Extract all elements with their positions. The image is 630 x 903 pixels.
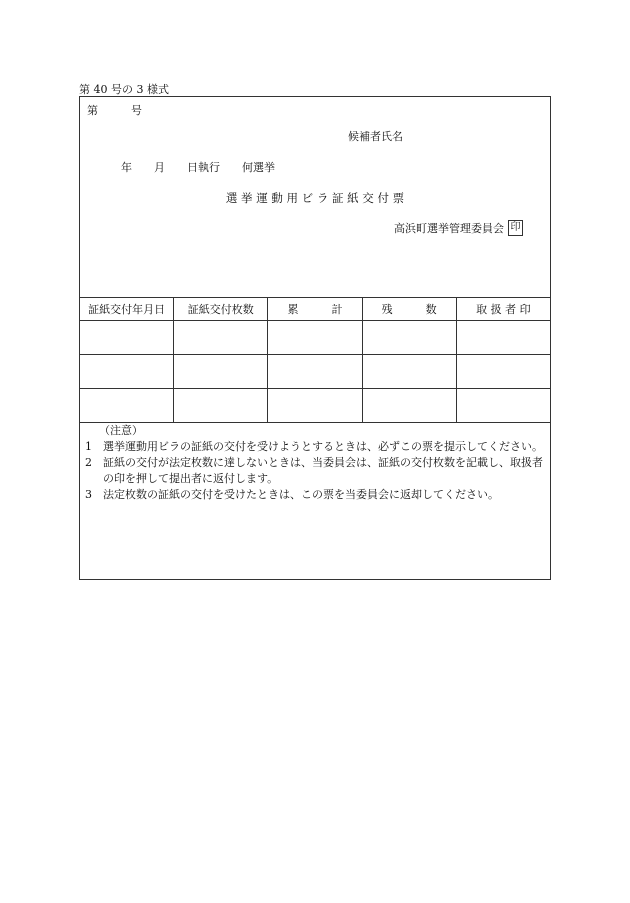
- table-cell: [268, 321, 362, 355]
- note-text: 証紙の交付が法定枚数に達しないときは、当委員会は、証紙の交付枚数を記載し、取扱者の印を押して提出者に返付します。: [103, 456, 543, 485]
- note-item: [85, 439, 545, 455]
- header-issue-date: 証紙交付年月日: [80, 298, 174, 321]
- notes-section: [85, 423, 545, 503]
- header-cumulative: 累 計: [268, 298, 362, 321]
- table-cell: [268, 355, 362, 389]
- issuer-name: 高浜町選挙管理委員会: [394, 222, 504, 235]
- table-row: [80, 321, 551, 355]
- header-handler-seal: 取 扱 者 印: [456, 298, 550, 321]
- note-item: [85, 487, 545, 503]
- table-cell: [174, 355, 268, 389]
- table-header-row: [80, 298, 551, 321]
- table-cell: [80, 389, 174, 423]
- table-cell: [362, 389, 456, 423]
- notes-title: （注意）: [99, 424, 143, 437]
- note-item: [85, 455, 545, 487]
- table-cell: [456, 355, 550, 389]
- table-cell: [456, 321, 550, 355]
- election-date-line: 年 月 日執行 何選挙: [121, 161, 275, 174]
- certificate-number: 第 号: [87, 104, 142, 117]
- form-title: 選 挙 運 動 用 ビ ラ 証 紙 交 付 票: [225, 191, 405, 205]
- header-issue-count: 証紙交付枚数: [174, 298, 268, 321]
- table-cell: [268, 389, 362, 423]
- table-cell: [174, 321, 268, 355]
- note-number: 2: [85, 456, 92, 469]
- table-cell: [456, 389, 550, 423]
- note-number: 3: [85, 488, 92, 501]
- candidate-name-label: 候補者氏名: [348, 130, 403, 143]
- form-number-label: 第 40 号の 3 様式: [79, 83, 169, 96]
- note-text: 法定枚数の証紙の交付を受けたときは、この票を当委員会に返却してください。: [103, 488, 499, 501]
- table-cell: [80, 355, 174, 389]
- table-cell: [362, 355, 456, 389]
- note-text: 選挙運動用ビラの証紙の交付を受けようとするときは、必ずこの票を提示してください。: [103, 440, 543, 453]
- table-cell: [80, 321, 174, 355]
- issuer-block: [394, 220, 523, 236]
- seal-box: 印: [508, 220, 523, 236]
- table-row: [80, 389, 551, 423]
- note-number: 1: [85, 440, 92, 453]
- form-frame: [79, 96, 551, 580]
- table-row: [80, 355, 551, 389]
- table-cell: [174, 389, 268, 423]
- table-cell: [362, 321, 456, 355]
- issuance-table: [79, 297, 551, 423]
- header-remaining: 残 数: [362, 298, 456, 321]
